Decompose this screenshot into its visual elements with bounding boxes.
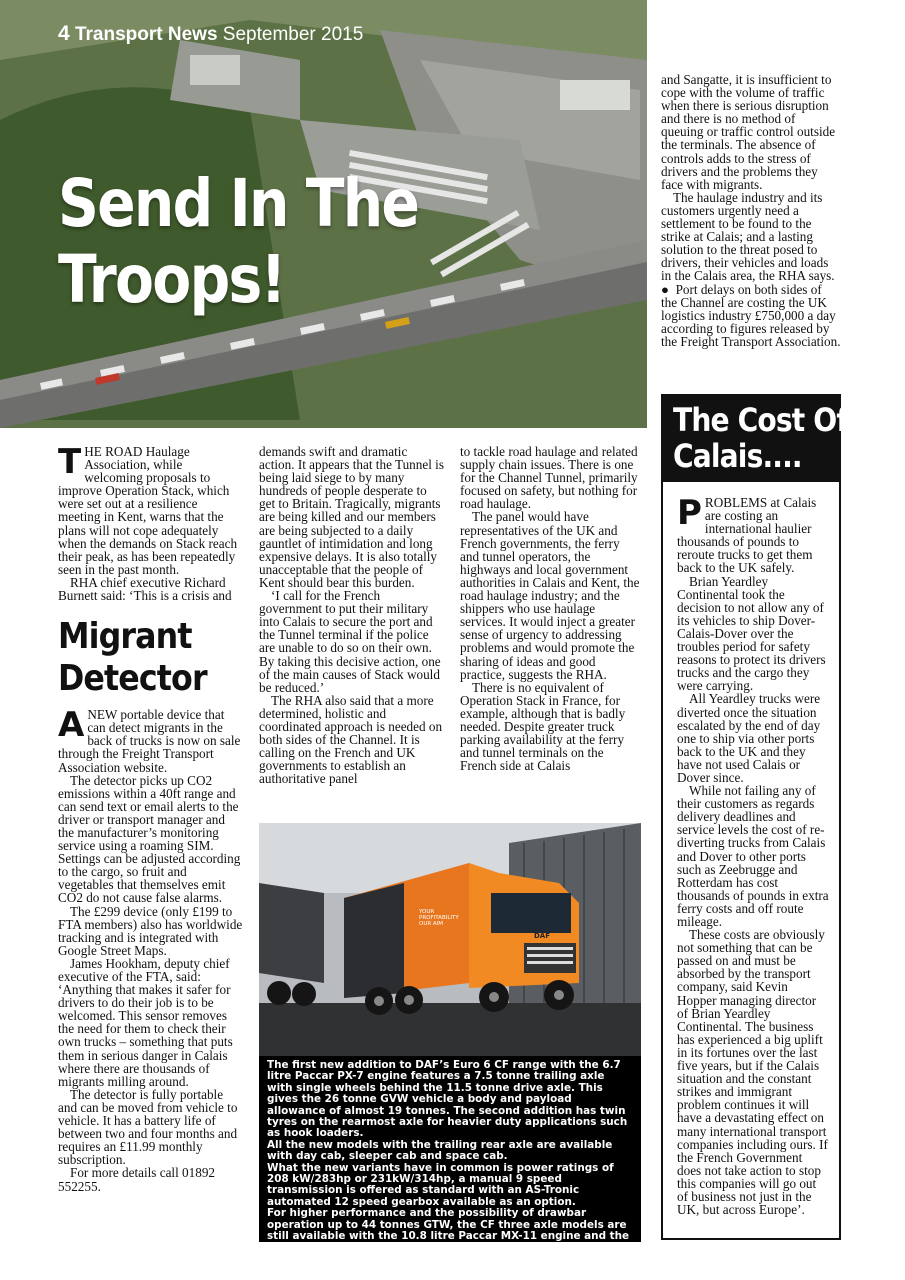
page-number: 4 <box>58 22 70 45</box>
subhead-line-2: Detector <box>58 658 207 700</box>
sidebar-title <box>663 396 848 482</box>
article-column-4 <box>661 73 841 348</box>
caption-paragraph: For higher performance and the possibility of drawbar operation up to 44 tonnes GTW, the CF three axle models are still available with the 10.8 litre Paccar MX-11 engine and the 12.9 litre Paccar MX-13 engine. Production of the new models with the PX-7 engine will start in early November, but they can be ordered earlier, says DAF. <box>267 1207 630 1277</box>
sidebar-paragraph: All Yeardley trucks were diverted once the situation escalated by the end of day one to ship via other ports back to the UK and they have not used Calais or Dover since. <box>677 691 821 785</box>
main-story-paragraph: The panel would have representatives of the UK and French governments, the ferry and tunnel operators, the highways and local government authorities in Calais and Kent, the road haulage industry; and the shippers who use haulage services. It would inject a greater sense of urgency to addressing problems and would promote the sharing of ideas and good practice, suggests the RHA. <box>460 509 640 682</box>
main-story-paragraph: to tackle road haulage and related supply chain issues. There is one for the Channel Tunnel, primarily focused on safety, but nothing for road haulage. <box>460 444 638 512</box>
sidebar-intro <box>677 493 829 576</box>
bullet-paragraph <box>661 283 841 348</box>
main-story-paragraph: The haulage industry and its customers urgently need a settlement to be found to the strike at Calais; and a lasting solution to the threat posed to drivers, their vehicles and loads in the Calais area, the RHA says. <box>661 189 835 284</box>
headline-line-1: Send In The <box>58 165 419 242</box>
photo-caption <box>259 1056 641 1277</box>
sidebar-paragraph: Brian Yeardley Continental took the decision to not allow any of its vehicles to ship Dover-Calais-Dover over the troubles period for safety reasons to protect its drivers trucks and the cargo they were carrying. <box>677 573 826 694</box>
bullet-icon: ● <box>661 281 669 297</box>
sidebar-paragraph: While not failing any of their customers as regards delivery deadlines and service levels the cost of re-diverting trucks from Calais and Dover to other ports such as Zeebrugge and Rotterdam has cost thousands of pounds in extra ferry costs and off route mileage. <box>677 783 829 929</box>
main-story-paragraph: RHA chief executive Richard Burnett said: ‘This is a crisis and <box>58 574 232 604</box>
bullet-text: Port delays on both sides of the Channel are costing the UK logistics industry £750,000 a day according to figures released by the Freight Transport Association. <box>661 281 841 349</box>
truck-illustration <box>259 823 641 1056</box>
headline-line-2: Troops! <box>58 241 285 318</box>
sidebar-title-line-1: The Cost Of <box>673 401 848 439</box>
drop-cap: A <box>58 705 85 746</box>
sidebar-paragraph: ROBLEMS at Calais are costing an international haulier thousands of pounds to reroute trucks to get them back to the UK safely. <box>677 495 817 576</box>
caption-paragraph: All the new models with the trailing rear axle are available with day cab, sleeper cab and space cab. <box>267 1138 613 1163</box>
sidebar-paragraph: These costs are obviously not something that can be passed on and must be absorbed by the transport company, said Kevin Hopper managing director of Brian Yeardley Continental. The business has experienced a big uplift in its fortunes over the last five years, but if the Calais situation and the constant strikes and immigrant problem continues it will have a devastating effect on many international transport companies including ours. If the French Government does not take action to stop this companies will go out of business not just in the UK, but across Europe’. <box>677 927 828 1218</box>
main-story-paragraph: ‘I call for the French government to put their military into Calais to secure the port and the Tunnel terminal if the police are unable to do so on their own. By taking this decisive action, one of the main causes of Stack would be reduced.’ <box>259 588 441 695</box>
subhead-line-1: Migrant <box>58 616 192 658</box>
sidebar-title-line-2: Calais.... <box>673 437 802 475</box>
migrant-story-paragraph: James Hookham, deputy chief executive of the FTA, said: ‘Anything that makes it safer for drivers to do their job is to be welcomed. This sensor removes the need for them to check their own trucks – something that puts them in serious danger in Calais where there are thousands of migrants milling around. <box>58 955 233 1089</box>
sidebar-body <box>663 482 839 1216</box>
article-column-3 <box>460 445 640 772</box>
caption-paragraph: What the new variants have in common is power ratings of 208 kW/283hp or 231kW/314hp, a manual 9 speed transmission is offered as standard with an AS-Tronic automated 12 speed gearbox available as an option. <box>267 1161 614 1208</box>
migrant-story-paragraph: The detector picks up CO2 emissions within a 40ft range and can send text or email alerts to the driver or transport manager and the manufacturer’s monitoring service using a roaming SIM. Settings can be adjusted according to the cargo, so fruit and vegetables that themselves emit CO2 do not cause false alarms. <box>58 772 241 906</box>
page-folio <box>58 22 363 46</box>
main-story-paragraph: and Sangatte, it is insufficient to cope with the volume of traffic when there is serious disruption and there is no method of queuing or traffic control outside the terminals. The absence of controls adds to the stress of drivers and the problems they face with migrants. <box>661 72 836 192</box>
migrant-story-paragraph: NEW portable device that can detect migrants in the back of trucks is now on sale through the Freight Transport Association website. <box>58 707 241 775</box>
migrant-story-paragraph: The £299 device (only £199 to FTA members) also has worldwide tracking and is integrated with Google Street Maps. <box>58 903 243 958</box>
main-story-paragraph: demands swift and dramatic action. It appears that the Tunnel is being laid siege to by many hundreds of people desperate to get to Britain. Tragically, migrants are being killed and our members are being subjected to a daily gauntlet of intimidation and long expensive delays. It is also totally unacceptable that the people of Kent should bear this burden. <box>259 444 444 590</box>
daf-truck-photo <box>259 823 641 1056</box>
main-story-intro <box>58 442 243 577</box>
publication-name: Transport News <box>74 24 218 45</box>
cost-of-calais-sidebar <box>661 394 848 1240</box>
trailer-slogan: YOUR PROFITABILITY OUR AIM <box>419 909 459 927</box>
migrant-story-intro <box>58 705 243 775</box>
migrant-story-paragraph: The detector is fully portable and can be moved from vehicle to vehicle. It has a battery life of between two and four months and requires an £11.99 monthly subscription. <box>58 1086 238 1168</box>
truck-brand-label: DAF <box>534 932 551 940</box>
drop-cap: T <box>58 442 82 482</box>
article-column-1 <box>58 442 243 1194</box>
main-story-paragraph: The RHA also said that a more determined, holistic and coordinated approach is needed on both sides of the Channel. It is calling on the French and UK governments to establish an authoritative panel <box>259 692 443 787</box>
article-column-2 <box>259 445 444 785</box>
drop-cap: P <box>677 493 702 533</box>
main-story-paragraph: There is no equivalent of Operation Stack in France, for example, although that is badly needed. Despite greater truck parking availability at the ferry and tunnel terminals on the French side at Calais <box>460 679 626 774</box>
migrant-detector-subhead <box>58 616 221 700</box>
migrant-story-paragraph: For more details call 01892 552255. <box>58 1165 216 1194</box>
main-story-paragraph: HE ROAD Haulage Association, while welcoming proposals to improve Operation Stack, which were set out at a resilience meeting in Kent, warns that the plans will not cope adequately when the demands on Stack reach their peak, as has been repeatedly seen in the past month. <box>58 444 238 577</box>
issue-date: September 2015 <box>222 24 364 45</box>
main-headline <box>58 166 418 318</box>
caption-paragraph: The first new addition to DAF’s Euro 6 CF range with the 6.7 litre Paccar PX-7 engine features a 7.5 tonne trailing axle with single wheels behind the 11.5 tonne drive axle. This gives the 26 tonne GVW vehicle a body and payload allowance of almost 19 tonnes. The second addition has twin tyres on the rearmost axle for heavier duty applications such as hook loaders. <box>267 1059 628 1140</box>
